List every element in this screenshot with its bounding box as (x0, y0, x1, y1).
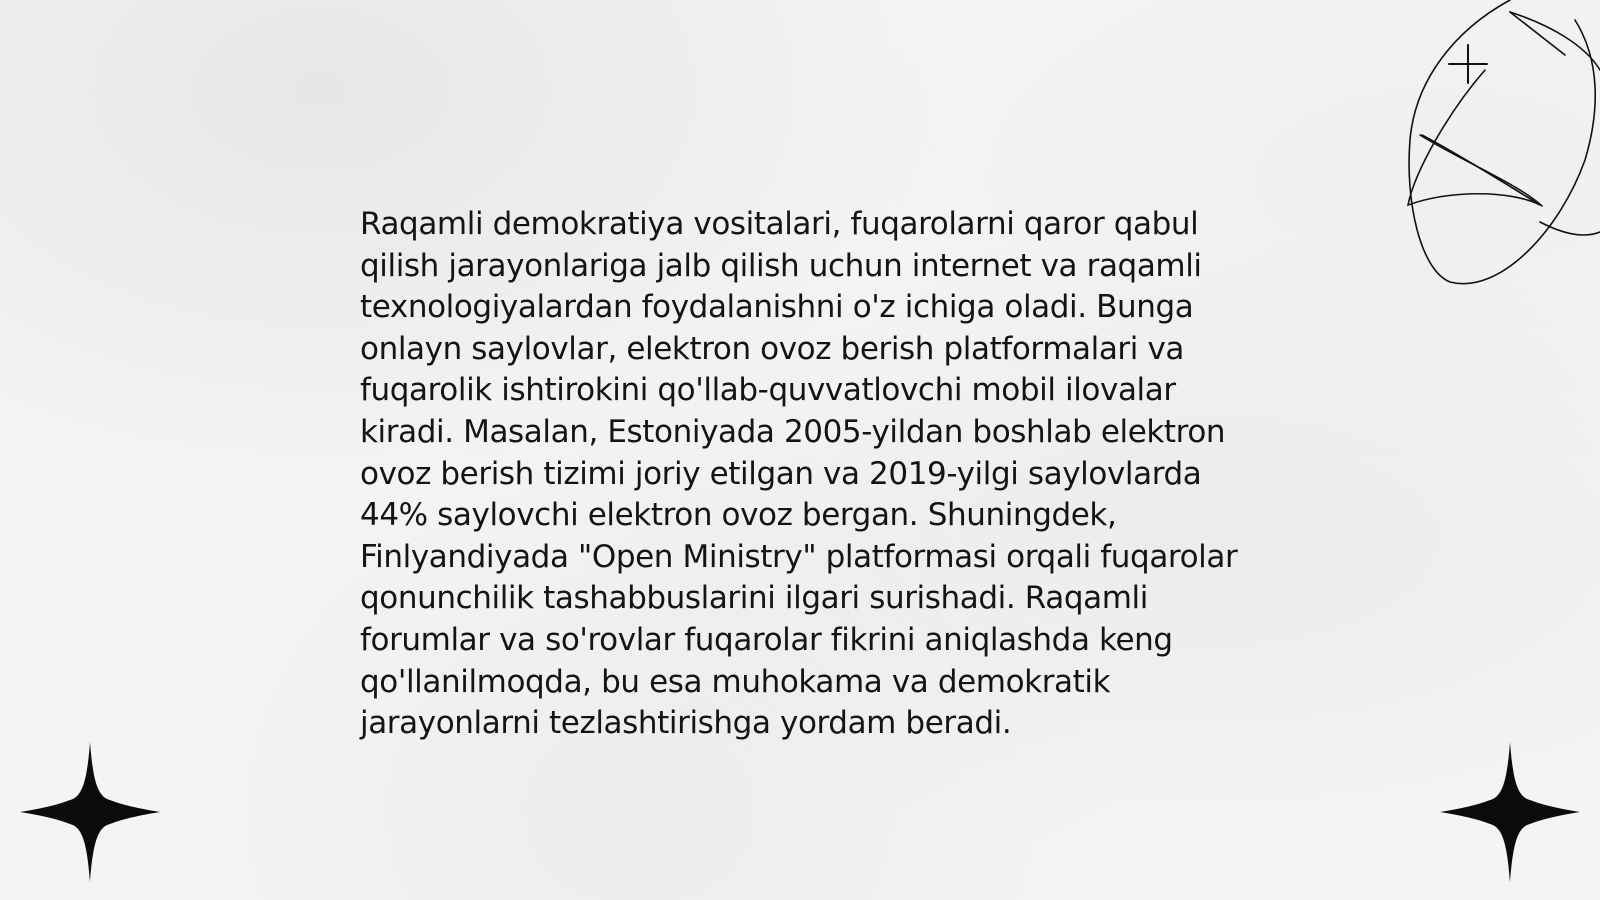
body-paragraph: Raqamli demokratiya vositalari, fuqarolarni qaror qabul qilish jarayonlariga jalb qilish uchun internet va raqamli texnologiyalardan foydalanishni o'z ichiga oladi. Bunga onlayn saylovlar, elektron ovoz berish platformalari va fuqarolik ishtirokini qo'llab-quvvatlovchi mobil ilovalar kiradi. Masalan, Estoniyada 2005-yildan boshlab elektron ovoz berish tizimi joriy etilgan va 2019-yilgi saylovlarda 44% saylovchi elektron ovoz bergan. Shuningdek, Finlyandiyada "Open Ministry" platformasi orqali fuqarolar qonunchilik tashabbuslarini ilgari surishadi. Raqamli forumlar va so'rovlar fuqarolar fikrini aniqlashda keng qo'llanilmoqda, bu esa muhokama va demokratik jarayonlarni tezlashtirishga yordam beradi. (360, 206, 1238, 742)
four-point-star-icon (1440, 742, 1580, 882)
sparkle-icon (1449, 45, 1487, 83)
four-point-star-icon (20, 742, 160, 882)
orbit-lines-icon (1360, 0, 1600, 290)
